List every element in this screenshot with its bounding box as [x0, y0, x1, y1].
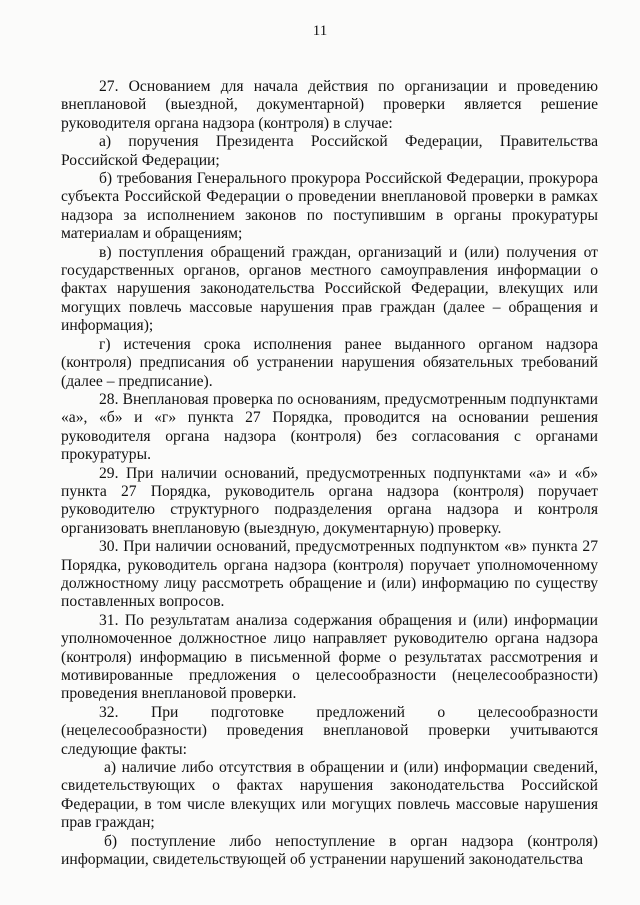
paragraph-30: 30. При наличии оснований, предусмотренных подпунктом «в» пункта 27 Порядка, руководитель органа надзора (контроля) поручает уполномоченному должностному лицу рассмотреть обращение и (или) информацию по существу поставленных вопросов.: [61, 538, 598, 611]
paragraph-29: 29. При наличии оснований, предусмотренных подпунктами «а» и «б» пункта 27 Порядка, руководитель органа надзора (контроля) поручает руководителю структурного подразделения органа надзора и контроля организовать внеплановую (выездную, документарную) проверку.: [61, 464, 598, 537]
paragraph-32-b: б) поступление либо непоступление в орган надзора (контроля) информации, свидетельствующей об устранении нарушений законодательства: [61, 832, 598, 869]
paragraph-32: 32. При подготовке предложений о целесообразности (нецелесообразности) проведения внеплановой проверки учитываются следующие факты:: [61, 703, 598, 758]
paragraph-28: 28. Внеплановая проверка по основаниям, предусмотренным подпунктами «а», «б» и «г» пункта 27 Порядка, проводится на основании решения руководителя органа надзора (контроля) без согласования с органами прокуратуры.: [61, 390, 598, 464]
paragraph-27-v: в) поступления обращений граждан, организаций и (или) получения от государственных органов, органов местного самоуправления информации о фактах нарушения законодательства Российской Федерации, влекущих или могущих повлечь массовые нарушения прав граждан (далее – обращения и информация);: [61, 243, 598, 335]
paragraph-27-b: б) требования Генерального прокурора Российской Федерации, прокурора субъекта Российской Федерации о проведении внеплановой проверки в рамках надзора за исполнением законов по поступившим в органы прокуратуры материалам и обращениям;: [61, 170, 598, 243]
document-body: [61, 78, 598, 869]
paragraph-27-a: а) поручения Президента Российской Федерации, Правительства Российской Федерации;: [61, 133, 598, 169]
page-number: 11: [312, 23, 328, 39]
paragraph-31: 31. По результатам анализа содержания обращения и (или) информации уполномоченное должностное лицо направляет руководителю органа надзора (контроля) информацию в письменной форме о результатах рассмотрения и мотивированные предложения о целесообразности (нецелесообразности) проведения внеплановой проверки.: [61, 611, 598, 703]
paragraph-27: 27. Основанием для начала действия по организации и проведению внеплановой (выездной, документарной) проверки является решение руководителя органа надзора (контроля) в случае:: [61, 78, 598, 132]
paragraph-32-a: а) наличие либо отсутствия в обращении и (или) информации сведений, свидетельствующих о фактах нарушения законодательства Российской Федерации, в том числе влекущих или могущих повлечь массовые нарушения прав граждан;: [61, 759, 598, 832]
paragraph-27-g: г) истечения срока исполнения ранее выданного органом надзора (контроля) предписания об устранении нарушения обязательных требований (далее – предписание).: [61, 335, 598, 390]
